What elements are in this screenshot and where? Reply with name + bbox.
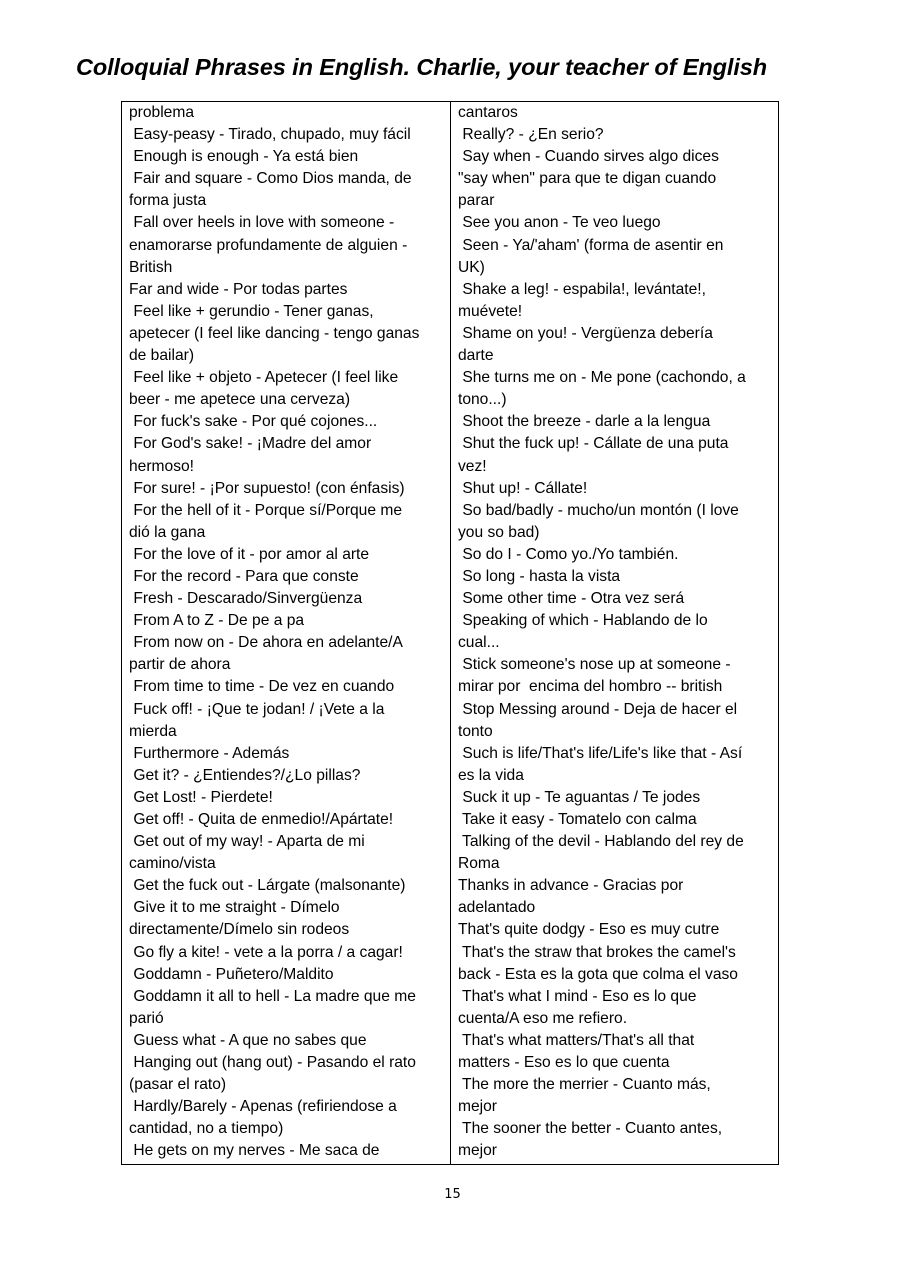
phrase-line: Seen - Ya/'aham' (forma de asentir en [458, 236, 724, 254]
phrase-line: Go fly a kite! - vete a la porra / a cagar! [129, 943, 403, 961]
phrase-line: Hardly/Barely - Apenas (refiriendose a [129, 1098, 397, 1116]
phrase-line: camino/vista [129, 855, 216, 873]
phrase-line: Fall over heels in love with someone - [129, 214, 395, 232]
phrase-line: For God's sake! - ¡Madre del amor [129, 435, 372, 453]
phrase-line: That's the straw that brokes the camel's [458, 943, 736, 961]
phrase-line: beer - me apetece una cerveza) [129, 391, 351, 409]
phrase-line: Speaking of which - Hablando de lo [458, 612, 708, 630]
phrase-line: That's what matters/That's all that [458, 1031, 695, 1049]
phrase-line: For sure! - ¡Por supuesto! (con énfasis) [129, 479, 405, 497]
phrase-line: cuenta/A eso me refiero. [458, 1009, 628, 1027]
phrase-line: cantaros [458, 104, 518, 121]
phrase-line: vez! [458, 457, 487, 475]
phrase-line: For the hell of it - Porque sí/Porque me [129, 501, 403, 519]
phrase-line: tonto [458, 722, 493, 740]
phrase-line: back - Esta es la gota que colma el vaso [458, 965, 738, 983]
phrase-line: From now on - De ahora en adelante/A [129, 634, 403, 652]
phrase-line: Some other time - Otra vez será [458, 590, 685, 608]
phrase-line: Really? - ¿En serio? [458, 126, 604, 144]
phrase-line: mirar por encima del hombro -- british [458, 678, 723, 696]
phrase-line: Enough is enough - Ya está bien [129, 148, 359, 166]
phrase-line: Fair and square - Como Dios manda, de [129, 170, 412, 188]
left-column [122, 102, 451, 1164]
phrase-line: For fuck's sake - Por qué cojones... [129, 413, 378, 431]
phrase-line: She turns me on - Me pone (cachondo, a [458, 369, 746, 387]
phrase-line: forma justa [129, 192, 207, 210]
phrase-line: That's what I mind - Eso es lo que [458, 987, 697, 1005]
phrase-line: Get off! - Quita de enmedio!/Apártate! [129, 811, 394, 828]
phrase-line: muévete! [458, 302, 523, 320]
phrase-line: For the love of it - por amor al arte [129, 545, 370, 563]
phrase-line: parió [129, 1009, 164, 1027]
phrase-line: parar [458, 192, 495, 210]
phrase-line: Get out of my way! - Aparta de mi [129, 833, 365, 851]
phrase-line: From A to Z - De pe a pa [129, 612, 305, 630]
phrase-line: Say when - Cuando sirves algo dices [458, 148, 719, 166]
phrase-line: Hanging out (hang out) - Pasando el rato [129, 1054, 416, 1072]
phrase-line: UK) [458, 258, 485, 276]
page-title: Colloquial Phrases in English. Charlie, your teacher of English [76, 54, 768, 80]
phrase-line: Guess what - A que no sabes que [129, 1031, 367, 1049]
phrase-line: Get it? - ¿Entiendes?/¿Lo pillas? [129, 766, 361, 784]
phrase-line: Far and wide - Por todas partes [129, 280, 348, 298]
phrase-line: matters - Eso es lo que cuenta [458, 1054, 670, 1072]
phrase-line: So do I - Como yo./Yo también. [458, 545, 679, 563]
phrase-line: Get the fuck out - Lárgate (malsonante) [129, 877, 406, 895]
phrase-line: adelantado [458, 899, 536, 917]
phrase-line: es la vida [458, 766, 524, 784]
phrase-line: The more the merrier - Cuanto más, [458, 1076, 711, 1094]
phrase-line: Feel like + gerundio - Tener ganas, [129, 302, 374, 320]
phrase-line: Feel like + objeto - Apetecer (I feel like [129, 369, 399, 387]
phrase-line: hermoso! [129, 457, 195, 475]
phrase-line: Such is life/That's life/Life's like that - Así [458, 744, 743, 762]
phrase-line: For the record - Para que conste [129, 567, 359, 585]
phrase-line: British [129, 258, 173, 276]
phrase-line: Shut up! - Cállate! [458, 479, 588, 497]
phrase-line: See you anon - Te veo luego [458, 214, 661, 232]
phrase-line: Easy-peasy - Tirado, chupado, muy fácil [129, 126, 411, 144]
phrase-line: The sooner the better - Cuanto antes, [458, 1120, 723, 1138]
phrase-line: So bad/badly - mucho/un montón (I love [458, 501, 739, 519]
phrase-line: Suck it up - Te aguantas / Te jodes [458, 788, 701, 806]
phrase-line: mejor [458, 1142, 497, 1160]
phrase-line: Roma [458, 855, 500, 873]
phrase-line: darte [458, 347, 494, 365]
phrase-line: mierda [129, 722, 177, 740]
phrase-line: dió la gana [129, 523, 206, 541]
phrase-line: Give it to me straight - Dímelo [129, 899, 340, 917]
phrase-line: Goddamn - Puñetero/Maldito [129, 965, 334, 983]
phrase-line: He gets on my nerves - Me saca de [129, 1142, 380, 1160]
phrase-line: enamorarse profundamente de alguien - [129, 236, 408, 254]
phrase-line: problema [129, 104, 195, 121]
phrase-line: Get Lost! - Pierdete! [129, 788, 273, 806]
phrase-line: cantidad, no a tiempo) [129, 1120, 284, 1138]
phrase-line: Shake a leg! - espabila!, levántate!, [458, 280, 706, 298]
phrase-line: partir de ahora [129, 656, 231, 674]
phrase-line: cual... [458, 634, 500, 652]
right-column [451, 102, 778, 1164]
phrase-line: Shoot the breeze - darle a la lengua [458, 413, 711, 431]
phrase-line: Shame on you! - Vergüenza debería [458, 324, 713, 342]
phrase-line: "say when" para que te digan cuando [458, 170, 717, 188]
phrase-line: Talking of the devil - Hablando del rey de [458, 833, 744, 851]
phrase-line: apetecer (I feel like dancing - tengo ganas [129, 324, 420, 342]
phrase-line: de bailar) [129, 347, 195, 365]
phrase-line: tono...) [458, 391, 507, 409]
phrase-table [121, 101, 779, 1165]
phrase-line: Fresh - Descarado/Sinvergüenza [129, 590, 363, 608]
phrase-line: Take it easy - Tomatelo con calma [458, 811, 697, 828]
phrase-line: Stop Messing around - Deja de hacer el [458, 700, 738, 718]
phrase-line: So long - hasta la vista [458, 567, 621, 585]
phrase-line: (pasar el rato) [129, 1076, 227, 1094]
phrase-line: Thanks in advance - Gracias por [458, 877, 684, 895]
phrase-line: Shut the fuck up! - Cállate de una puta [458, 435, 729, 453]
page-number: 15 [444, 1187, 461, 1202]
phrase-line: From time to time - De vez en cuando [129, 678, 395, 696]
phrase-line: mejor [458, 1098, 497, 1116]
phrase-line: Fuck off! - ¡Que te jodan! / ¡Vete a la [129, 700, 385, 718]
phrase-line: you so bad) [458, 523, 540, 541]
phrase-line: That's quite dodgy - Eso es muy cutre [458, 921, 720, 939]
phrase-line: Stick someone's nose up at someone - [458, 656, 731, 674]
phrase-line: Furthermore - Además [129, 744, 290, 762]
phrase-line: Goddamn it all to hell - La madre que me [129, 987, 416, 1005]
phrase-line: directamente/Dímelo sin rodeos [129, 921, 350, 939]
